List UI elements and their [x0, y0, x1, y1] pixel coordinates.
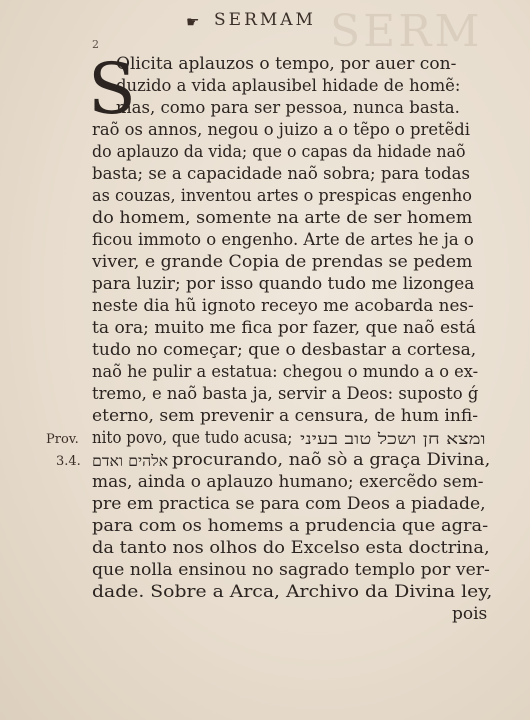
- hebrew-quotation-part-2: אלהים ואדם: [92, 452, 169, 470]
- signature-mark: 2: [92, 38, 99, 51]
- text-line-14: tudo no começar; que o desbastar a cortesa,: [92, 340, 477, 360]
- text-line-21: pre em practica se para com Deos a piadade,: [92, 494, 486, 514]
- text-line-11: para luzir; por isso quando tudo me lizongea: [92, 274, 475, 294]
- text-line-3: mas, como para ser pessoa, nunca basta.: [116, 98, 460, 118]
- text-line-1: Olicita aplauzos o tempo, por auer con-: [116, 54, 457, 74]
- text-line-12: neste dia hũ ignoto receyo me acobarda nes-: [92, 296, 474, 316]
- catchword: pois: [452, 604, 488, 624]
- text-line-13: ta ora; muito me fica por fazer, que naõ está: [92, 318, 476, 338]
- text-line-4: raõ os annos, negou o juizo a o tẽpo o pretẽdi: [92, 120, 470, 140]
- text-line-17: eterno, sem prevenir a censura, de hum infi-: [92, 406, 479, 426]
- margin-note-book: Prov.: [46, 432, 79, 447]
- text-line-7: as couzas, inventou artes o prespicas engenho: [92, 186, 472, 206]
- text-line-22: para com os homems a prudencia que agra-: [92, 516, 489, 536]
- text-line-10: viver, e grande Copia de prendas se pedem: [92, 252, 473, 272]
- bleed-through-text: SERM: [330, 6, 483, 57]
- text-line-18: nito povo, que tudo acusa;: [92, 428, 293, 448]
- text-line-2: duzido a vida aplausibel hidade de homẽ:: [116, 76, 461, 96]
- text-line-25: dade. Sobre a Arca, Archivo da Divina ley,: [92, 582, 493, 602]
- margin-note-reference: 3.4.: [56, 454, 81, 469]
- text-line-6: basta; se a capacidade naõ sobra; para todas: [92, 164, 471, 184]
- text-line-24: que nolla ensinou no sagrado templo por ver-: [92, 560, 490, 580]
- hebrew-quotation-part-1: ומצא חן ושכל טוב בעיני: [300, 430, 486, 448]
- running-title: SERMAM: [214, 10, 316, 30]
- text-line-9: ficou immoto o engenho. Arte de artes he ja o: [92, 230, 474, 250]
- text-line-23: da tanto nos olhos do Excelso esta doctrina,: [92, 538, 490, 558]
- text-line-8: do homem, somente na arte de ser homem: [92, 208, 473, 228]
- drop-cap: S: [88, 48, 136, 130]
- text-line-20: mas, ainda o aplauzo humano; exercẽdo sem-: [92, 472, 484, 492]
- text-line-5: do aplauzo da vida; que o capas da hidade naõ: [92, 142, 466, 162]
- text-line-16: tremo, e naõ basta ja, servir a Deos: suposto ǵ: [92, 384, 479, 404]
- text-line-19: procurando, naõ sò a graça Divina,: [172, 450, 491, 470]
- pointing-hand-ornament: ☛: [186, 13, 200, 31]
- text-line-15: naõ he pulir a estatua: chegou o mundo a o ex-: [92, 362, 479, 382]
